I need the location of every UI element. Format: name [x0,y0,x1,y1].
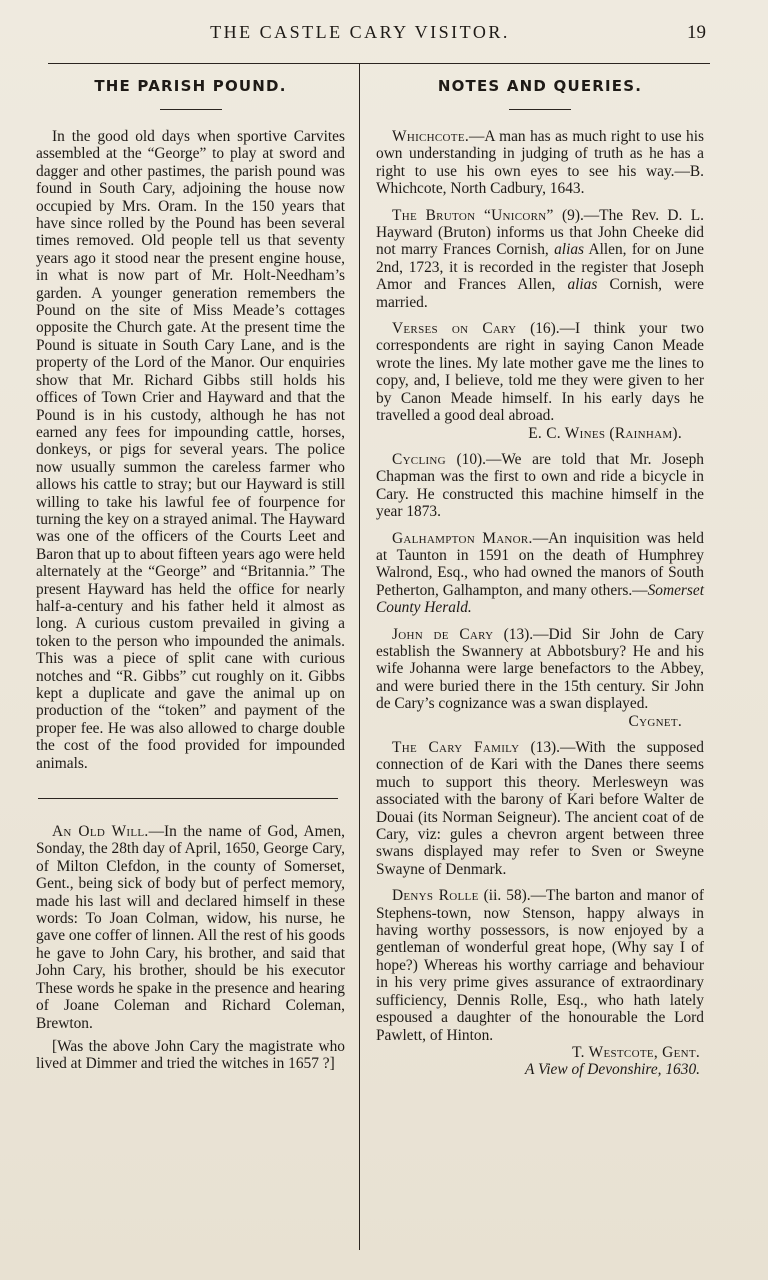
entry-title: Whichcote. [392,128,469,145]
notes-queries-heading: NOTES AND QUERIES. [437,77,643,95]
entry-source: A View of Devonshire, 1630. [525,1061,700,1079]
entry-john-de-cary [376,626,704,730]
entry-signature: E. C. Wines (Rainham). [528,424,682,442]
entry-body: (ii. 58).—The barton and manor of Stephens-town, now Stenson, happy always in having worthy possessors, is now enjoyed by a gentleman of wonderful great hope, (Why say I of hope?) Whereas his worthy carriage and behaviour in his very prime gives assurance of extraordinary sufficiency, Dennis Rolle, Esq., who hath lately espoused a daughter of the honourable the Lord Pawlett, of Hinton. [376,887,704,1044]
old-will-article [36,823,345,1032]
entry-body: (13).—With the supposed connection of de Kari with the Danes there seems much to support this theory. Merlesweyn was associated with the barony of Kari before Walter de Douai (its Norman Seigneur). The ancient coat of de Cary, viz: gules a chevron argent between three swans displayed may refer to Sven or Sweyne Swayne of Denmark. [376,739,704,878]
entry-body: (13).—Did Sir John de Cary establish the Swannery at Abbotsbury? He and his wife Johanna were large benefactors to the Abbey, and were buried there in the 15th century. Sir John de Cary’s cognizance was a swan displayed. [376,625,704,713]
entry-italic: alias [567,276,598,294]
entry-bruton-unicorn [376,207,704,311]
entry-whichcote [376,128,704,198]
entry-verses-on-cary [376,320,704,442]
entry-body: (9).—The Rev. D. L. Hayward (Bruton) informs us that John Cheeke did not marry Frances Cornish, [376,206,704,259]
entry-title: John de Cary [392,625,494,643]
entry-title: The Cary Family [392,739,520,756]
column-divider [359,64,360,1250]
entry-denys-rolle [376,887,704,1078]
heading-rule [160,109,222,110]
entry-title: Verses on Cary [392,320,517,338]
entry-body: Cornish, were married. [376,276,704,311]
running-title: THE CASTLE CARY VISITOR. [210,22,510,42]
heading-rule [509,109,571,110]
section-rule [38,798,338,799]
running-head [0,22,768,50]
entry-italic: alias [554,241,585,259]
entry-body: Allen, for on June 2nd, 1723, it is recorded in the register that Joseph Amor and Frances Allen, [376,241,704,294]
old-will-body: —In the name of God, Amen, Sonday, the 28th day of April, 1650, George Cary, of Milton Clefdon, in the county of Somerset, Gent., being sick of body but of perfect memory, made his last will and declared himself in these words: To Joan Colman, widow, his nurse, he gave one coffer of linnen. All the rest of his goods he gave to John Cary, his brother, and said that John Cary, his brother, should be his executor These words he spake in the presence and hearing of Joane Coleman and Richard Coleman, Brewton. [36,823,345,1032]
entry-galhampton-manor [376,530,704,617]
editor-note: [Was the above John Cary the magistrate who lived at Dimmer and tried the witches in 1657 ?] [36,1037,345,1073]
entry-cary-family [376,739,704,878]
header-rule [48,63,710,64]
entry-source: Somerset County Herald. [376,581,704,617]
entry-title: Cycling [392,450,446,468]
entry-body: (10).—We are told that Mr. Joseph Chapman was the first to own and ride a bicycle in Cary. He constructed this machine himself in the year 1873. [376,450,704,521]
entry-body: (16).—I think your two correspondents are right in saying Canon Meade wrote the lines. My late mother gave me the lines to copy, and, I believe, told me they were given to her by Canon Meade himself. In his early days he travelled a good deal abroad. [376,320,704,425]
entry-title: The Bruton “Unicorn” [392,206,554,224]
page-number: 19 [687,22,706,43]
parish-pound-heading: THE PARISH POUND. [94,77,287,95]
right-column [376,70,704,1088]
entry-title: Denys Rolle [392,887,479,905]
entry-signature: Cygnet. [628,712,682,730]
entry-signature: T. Westcote, Gent. [572,1043,700,1061]
left-column [36,70,345,1073]
entry-body: —A man has as much right to use his own understanding in judging of truth as he has a right to use his own eyes to see his way.—B. Whichcote, North Cadbury, 1643. [376,128,704,198]
entry-title: Galhampton Manor. [392,529,533,547]
parish-pound-body: In the good old days when sportive Carvites assembled at the “George” to play at sword and dagger and other pastimes, the parish pound was found in South Cary, adjoining the house now occupied by Mrs. Oram. In the 150 years that have since rolled by the Pound has been several times removed. Old people tell us that seventy years ago it stood near the present engine house, in what is now part of Mr. Holt-Needham’s garden. A younger generation remembers the Pound on the site of Miss Meade’s cottages opposite the Church gate. At the present time the Pound is situate in South Cary Lane, and is the property of the Lord of the Manor. Our enquiries show that Mr. Richard Gibbs still holds his offices of Town Crier and Hayward and that the Pound is in his custody, although he has not earned any fees for impounding cattle, horses, donkeys, or pigs for several years. The police now usually summon the careless farmer who allows his cattle to stray; but our Hayward is still willing to take his lawful fee of fourpence for turning the key on a strayed animal. The Hayward was one of the officers of the Courts Leet and Baron that up to about fifteen years ago were held alternately at the “George” and “Britannia.” The present Hayward has held the office for nearly half-a-century and his father held it almost as long. A curious custom prevailed in giving a token to the person who impounded the animals. This was a piece of split cane with curious notches and “R. Gibbs” cut roughly on it. Gibbs kept a duplicate and gave the animal up on production of the “token” and payment of the proper fee. He was also allowed to charge double the cost of the food provided for impounded animals. [36,128,345,772]
entry-cycling [376,451,704,521]
entry-body: —An inquisition was held at Taunton in 1591 on the death of Humphrey Walrond, Esq., who had owned the manors of South Petherton, Galhampton, and many others.— [376,529,704,599]
old-will-title: An Old Will. [52,823,149,841]
